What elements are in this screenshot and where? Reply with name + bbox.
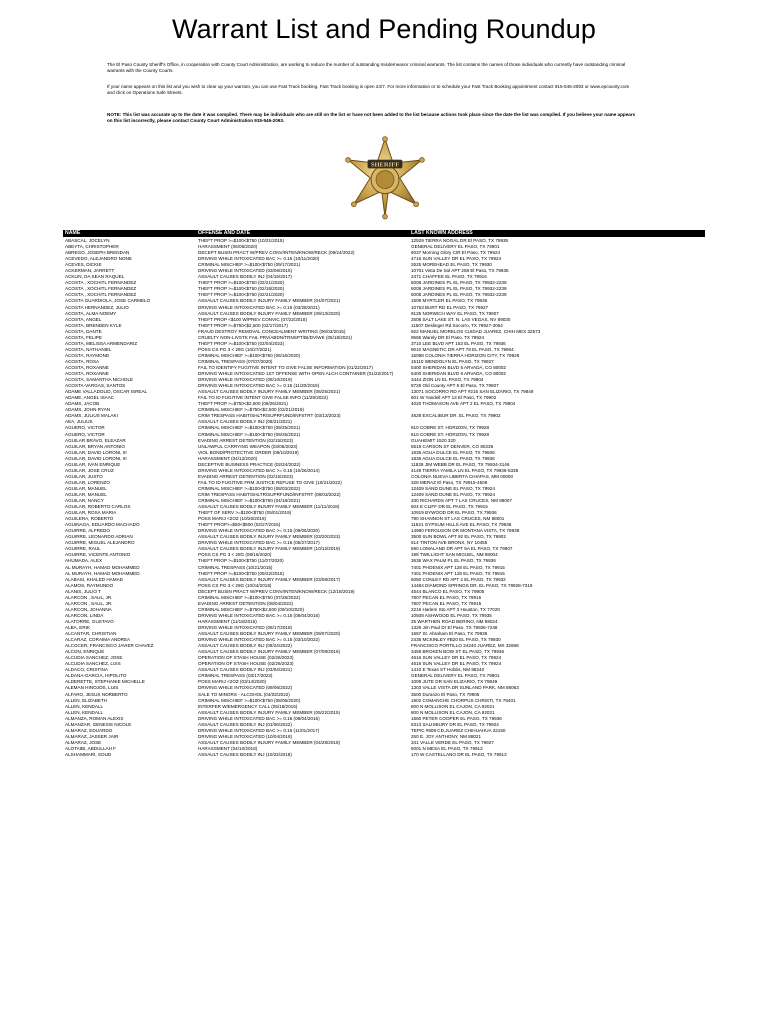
row-name: ACOSTA, SAMANTHA NICHOLE	[65, 377, 134, 383]
row-address: 10508 ASHWOOD EL PASO, TX 79935	[411, 612, 492, 618]
row-offense: POSS MARIJ <2OZ (03/14/2020)	[198, 679, 267, 685]
instructions-paragraph: If your name appears on this list and you wish to clear up your warrant, you can use Fast Track booking. Fast Track booking is open 24/7. For more information or to schedule your Fast Track Booking appointment contact 915-546-2093 or www.epcounty.com and click on Operations Safe Streets.	[107, 84, 630, 96]
row-name: ACEVEDO, ALEJANDRO NONE	[65, 256, 132, 262]
row-offense: ASSAULT CAUSES BODILY INJURY FAMILY MEMBER (05/22/2015)	[198, 709, 341, 715]
row-name: ALANIS, JULIO T	[65, 588, 101, 594]
row-name: ALMARAZ, JASSER JAIR	[65, 733, 119, 739]
row-name: ACEVES, DICKIE	[65, 262, 102, 268]
row-name: ALDANA-GARCIA, HIPOLITO	[65, 673, 127, 679]
row-offense: EVADING ARREST DETENTION (08/04/2022)	[198, 600, 294, 606]
row-offense: CRIMINAL MISCHIEF >=$100<$750 (09/25/2021)	[198, 425, 301, 431]
row-address: 5008 JARDINES PL EL PASO, TX 79932-2239	[411, 286, 507, 292]
row-name: ACOSTA , XOCHITL FERNANDEZ	[65, 292, 137, 298]
row-offense: THEFT PROP >=$100<$750 (11/07/2020)	[198, 558, 284, 564]
row-address: 610 COBRE ST. HORIZON, TX 79928	[411, 431, 490, 437]
row-name: ACOSTA HERNANDEZ, JULIO	[65, 304, 129, 310]
row-offense: DRIVING WHILE INTOXICATED 1ST OFFENSE WITH OPEN ALCH CONTAINER (01/22/2017)	[198, 371, 394, 377]
row-offense: DRIVING WHILE INTOXICATED (08/10/2019)	[198, 377, 293, 383]
row-address: 250 E. JOY ANTHONY, NM 88021	[411, 733, 482, 739]
row-name: AGUIRRE, VICENTE ANTONIO	[65, 552, 131, 558]
row-offense: DRIVING WHILE INTOXICATED BAC >= 0.15 (03/10/2022)	[198, 637, 320, 643]
row-name: AGUILERA, ROBERTO	[65, 516, 114, 522]
row-address: 8726 Old County APT 5 El Paso, TX 79907	[411, 383, 499, 389]
row-offense: ASSAULT CAUSES BODILY INJURY FAMILY MEMBER (09/13/2020)	[198, 310, 341, 316]
row-offense: THEFT PROP >=$100<$750 (02/18/2020)	[198, 286, 285, 292]
row-address: 4828 EXCALIBUR DR. EL PASO, TX 79902	[411, 413, 501, 419]
row-address: 15110 WENDOLYN EL PASO, TX 79927	[411, 358, 494, 364]
row-offense: ASSAULT CAUSES BODILY INJURY FAMILY MEMBER (03/20/2023)	[198, 534, 341, 540]
row-offense: EVADING ARREST DETENTION (02/15/2023)	[198, 437, 294, 443]
row-address: 5001 N MESA EL PASO, TX 79912	[411, 745, 483, 751]
row-name: AGUILAR, DAVID LORONI, III	[65, 449, 127, 455]
row-address: 330 RICHARDS APT 7 LAS CRUCES, NM 88007	[411, 498, 513, 504]
row-address: 341 VALLE VERDE EL PASO, TX 79927	[411, 739, 494, 745]
row-name: ALMANZAR, GENESIS NICOLE	[65, 721, 132, 727]
row-address: 800 N MOLLISON EL CAJON, CA 92021	[411, 703, 495, 709]
row-offense: INTERFER W/EMERGENCY CALL (05/18/2015)	[198, 703, 298, 709]
row-address: 9010 MAGNETIC DR APT 78 EL PASO, TX 79904	[411, 346, 514, 352]
row-name: ALMARAZ, EDUARDO	[65, 727, 113, 733]
intro-paragraph: The El Paso County Sheriff's Office, in cooperation with County Court Administration, are working to reduce the number of outstanding misdemeanor criminal warrants. The list contains the names of those individuals who currently have outstanding criminal warrants with the County Courts.	[107, 62, 626, 74]
row-address: 4149 TIERRA YAMILA LN EL PASO, TX 79936-5338	[411, 467, 519, 473]
row-name: ALLEN, KENDALL	[65, 703, 104, 709]
row-offense: ASSAULT CAUSES BODILY INJ (08/24/2022)	[198, 643, 292, 649]
row-address: 1667 St. Abraham El Paso, TX 79936	[411, 631, 488, 637]
row-address: 328 MERAZ El Paso, TX 79915-4508	[411, 479, 488, 485]
row-offense: ASSAULT CAUSES BODILY INJURY FAMILY MEMBER (07/09/2016)	[198, 649, 341, 655]
row-address: 198 TWILLIGHT SAN MIGUEL, NM 88004	[411, 552, 498, 558]
row-offense: THEFT PROP >=$750<$2,500 (09/26/2021)	[198, 401, 288, 407]
row-offense: THEFT PROP>=$50<$500 (02/27/2015)	[198, 522, 281, 528]
row-name: ALMANZA, ROMAN ALEXIS	[65, 715, 124, 721]
row-address: 7807 PECAN EL PASO, TX 79915	[411, 594, 482, 600]
row-name: ALCUDIA SANCHEZ, LUIS	[65, 661, 121, 667]
row-address: 790 SHANNON ST LAS CRUCES, NM 88001	[411, 516, 505, 522]
row-address: 4616 SUN VALLEY DR EL PASO, TX 79924	[411, 661, 502, 667]
row-address: 3500 Duranzo El Paso, TX 79905	[411, 691, 480, 697]
row-address: 14980 FERGUSON DR MONTANA VISTA, TX 79938	[411, 528, 520, 534]
row-name: AGUILAR, MANUEL	[65, 491, 107, 497]
row-name: ADAMS, JOHN RYAN	[65, 407, 111, 413]
column-header-name: NAME	[65, 230, 81, 236]
row-name: ALARCON, JOHANNA	[65, 606, 112, 612]
row-name: ACKLIN, DA SEAN RAQUEL	[65, 274, 125, 280]
table-row	[63, 752, 705, 758]
row-address: 1509 MYRTLER EL PASO, TX 79836	[411, 298, 488, 304]
row-name: AGUIRRE, MIGUEL ALEJANDRO	[65, 540, 135, 546]
row-name: ALDACO, CRISTINA	[65, 667, 108, 673]
row-offense: DRIVING WHILE INTOXICATED BAC >= 0.15 (03/28/2021)	[198, 304, 320, 310]
row-offense: HARASSMENT (04/10/2018)	[198, 745, 258, 751]
row-address: 12529 TIERRA NOGAL DR El PASO, TX 79935	[411, 238, 509, 243]
row-offense: DRIVING WHILE INTOXICATED BAC >= 0.15 (11/20/2015)	[198, 383, 320, 389]
row-offense: HARASSMENT (04/12/2020)	[198, 455, 258, 461]
row-address: 1009 JUTE DR SAN ELIZARIO, TX 79849	[411, 679, 498, 685]
row-address: 3500 SUN BOWL APT 92 EL PASO, TX 79902	[411, 534, 506, 540]
row-offense: THEFT PROP >=$100<$750 (10/21/2015)	[198, 238, 285, 243]
row-offense: CRIMINAL MISCHIEF >=$100<$750 (09/25/2021)	[198, 431, 301, 437]
row-name: ACOSTA, NATHANIEL	[65, 346, 112, 352]
row-offense: ASSAULT CAUSES BODILY INJ (04/19/2017)	[198, 274, 292, 280]
row-name: ALARCON , SAUL, JR.	[65, 600, 113, 606]
row-address: 12409 SAND DUNE EL PASO, TX 79924	[411, 491, 495, 497]
row-name: AGUINAGA, EDUARDO MACHADO	[65, 522, 140, 528]
row-name: AGUILAR, ROBERTO CARLOS	[65, 504, 131, 510]
row-address: COLONIA NUEVA LIBERTA CHIAPAS, MM 00000	[411, 473, 514, 479]
row-name: ACOSTA , XOCHITL FERNANDEZ	[65, 286, 137, 292]
row-address: 10753 BURT RD EL PASO, TX 79927	[411, 304, 489, 310]
page-title: Warrant List and Pending Roundup	[172, 14, 596, 44]
row-name: ACOSTA, BRENDEN KYLE	[65, 322, 122, 328]
row-address: 1410 E Texas ST Hobbs, NM 88240	[411, 667, 485, 673]
row-name: AGUILAR, JOSE CRUZ	[65, 467, 114, 473]
row-address: GUAHEMIT 1520 320	[411, 437, 456, 443]
row-address: 5050 CONLEY RD APT 2 EL PASO, TX 79932	[411, 576, 506, 582]
row-offense: CRIM TRESPASS HABIT/SHLTR/SUPRFUND/INFSTRT (03/13/2023)	[198, 413, 341, 419]
row-offense: THEFT PROP >=$750<$2,500 (02/17/2017)	[198, 322, 288, 328]
row-offense: CRUELTY NON-LIVSTK FAIL PRV/ABDN/TRNSPT/BI/DV/WK (05/18/2021)	[198, 334, 353, 340]
row-address: 610 COBRE ST. HORIZON, TX 79928	[411, 425, 490, 431]
row-address: 13071 SOCORRO RD APT #215 SAN ELIZARIO, TX 79849	[411, 389, 534, 395]
row-name: ALCARAZ, CORAIMA ANDREA	[65, 637, 131, 643]
row-address: 7807 PECAN EL PASO, TX 79915	[411, 600, 482, 606]
row-name: ALCON, ENRIQUE	[65, 649, 105, 655]
row-offense: HARASSMENT (06/06/2020)	[198, 244, 258, 250]
row-offense: THEFT PROP >=$100<$750 (02/21/2020)	[198, 280, 285, 286]
row-offense: CRIMINAL MISCHIEF >=$750<$2,500 (02/21/2019)	[198, 407, 304, 413]
row-name: AGUILAR, NANCY	[65, 498, 104, 504]
row-offense: THEFT PROP >=$100<$750 (09/22/2015)	[198, 570, 285, 576]
row-address: 1329 Jim Paul Dr El Paso, TX 79936-7248	[411, 625, 498, 630]
row-address: 1560 PETER COOPER EL PASO, TX 79936	[411, 715, 502, 721]
row-name: ALARCON , SAUL, JR.	[65, 594, 113, 600]
row-offense: CRIMINAL MISCHIEF >=$100<$750 (09/17/2021)	[198, 262, 301, 268]
row-offense: DRIVING WHILE INTOXICATED BAC >= 0.15 (11/01/2017)	[198, 727, 320, 733]
table-header	[63, 230, 705, 237]
row-offense: ASSAULT CAUSES BODILY INJ (01/06/2022)	[198, 721, 292, 727]
row-name: ALSHAMMARI, SOUD	[65, 751, 112, 757]
row-offense: THEFT PROP >=$100<$750 (02/04/2023)	[198, 340, 285, 346]
row-offense: DRIVING WHILE INTOXICATED BAC >= 0.15 (09/05/2020)	[198, 528, 320, 534]
row-name: ALFARO, JESUS NORBERTO	[65, 691, 128, 697]
row-name: AGUILAR, BRYAN ANTONIO	[65, 443, 125, 449]
row-name: ACOSTA, ROSA	[65, 358, 100, 364]
row-offense: THEFT PROP >=$100<$750 (02/21/2020)	[198, 292, 285, 298]
row-address: 170 W CASTELLANO DR EL PASO, TX 79912	[411, 751, 507, 757]
row-address: 4544 BLANCO EL PASO, TX 79905	[411, 588, 485, 594]
row-offense: POSS CS PG 3 < 28G (10/27/2021)	[198, 346, 272, 352]
row-address: 9125 NORWICH WAY EL PASO, TX 79907	[411, 310, 499, 316]
row-address: FRANCISCO PORTILLO 24240 JUAREZ, MX 32688	[411, 643, 519, 649]
row-offense: HARASSMENT (11/18/2015)	[198, 618, 257, 624]
row-address: 11828 JIM WEBB DR EL PASO, TX 79934-3146	[411, 461, 510, 467]
row-address: 2508 SALT LAKE ST. N. LAS VEGAS, NV 89030	[411, 316, 511, 322]
row-name: ALLEN, KENDALL	[65, 709, 104, 715]
row-name: ALBA, ERIK	[65, 625, 91, 630]
row-address: 5008 JARDINES PL EL PASO, TX 79932-2239	[411, 292, 507, 298]
row-offense: THEFT PROP <$100 W/PREV CONVIC (07/22/2018)	[198, 316, 307, 322]
row-name: ALEMAN HINOJOS, LUIS	[65, 685, 119, 691]
row-name: ALCUDIA SANCHEZ, JOSE	[65, 655, 123, 661]
row-address: 3636 WAX PALM PL EL PASO, TX 79936	[411, 558, 496, 564]
row-offense: CRIMINAL MISCHIEF >=$100<$750 (06/16/2020)	[198, 352, 301, 358]
row-name: ADAME VALLADOLID, OSCAR ISREAL	[65, 389, 148, 395]
row-address: 922 MANUEL MORELOS CUIDAD JUAREZ, CHIH MEX 32573	[411, 328, 541, 334]
row-name: ALOTAIBI, ABDULLAH F	[65, 745, 116, 751]
row-address: 3710 LEE BLVD APT 153 EL PASO, TX 79936	[411, 340, 506, 346]
row-offense: DRIVING WHILE INTOXICATED BAC >= 0.15 (08/04/2016)	[198, 612, 320, 618]
row-offense: DRIVING WHILE INTOXICATED BAC >= 0.15 (05/27/2017)	[198, 540, 320, 546]
row-offense: ASSAULT CAUSES BODILY INJURY FAMILY MEMBER (04/28/2018)	[198, 739, 341, 745]
row-name: AGUILAR, MANUEL	[65, 485, 107, 491]
row-address: 10919 BYWOOD DR EL PASO, TX 79936	[411, 510, 497, 516]
row-offense: POSS CS PG 3 < 28G (08/16/2020)	[198, 552, 272, 558]
row-offense: ASSAULT CAUSES BODILY INJURY FAMILY MEMBER (09/07/2020)	[198, 631, 341, 637]
row-name: ACOSTA, FELIPE	[65, 334, 102, 340]
row-name: AGUERO, VICTOR	[65, 425, 105, 431]
row-address: 11621 GYPSUM HILLS AVE EL PASO, TX 79936	[411, 522, 512, 528]
row-address: 25 WARTHEN ROAD BERINO, NM 88024	[411, 618, 498, 624]
row-address: 2625 MOREHEAD EL PASO, TX 79930	[411, 262, 492, 268]
row-name: ADAME, ANGEL ISAAC	[65, 395, 115, 401]
row-offense: OPERATION OF STASH HOUSE (02/26/2023)	[198, 661, 294, 667]
row-offense: ASSAULT CAUSES BODILY INJURY FAMILY MEMBER (04/07/2021)	[198, 298, 341, 304]
row-address: 9565 Warely DR El Paso, TX 79924	[411, 334, 485, 340]
row-address: 3444 ZION LN EL PASO, TX 79904	[411, 377, 484, 383]
row-address: 2471 CHAFFEE EL PASO, TX 79916	[411, 274, 487, 280]
column-header-address: LAST KNOWN ADDRESS	[411, 230, 473, 236]
row-name: AHUMADA, ALEX	[65, 558, 103, 564]
row-address: TEPIC #608 CD.JUAREZ CHIHUAHUA 32150	[411, 727, 506, 733]
row-address: 504 E CLIFF DR EL PASO, TX 79915	[411, 504, 488, 510]
row-name: AGUILAR BRAVO, ELEAZAR	[65, 437, 126, 443]
row-address: 10701 Vista De Sol APT 258 El Paso, TX 79935	[411, 268, 509, 274]
row-offense: DRIVING WHILE INTOXICATED (10/04/2018)	[198, 733, 293, 739]
row-address: 4020 THOMASON AVE APT 2 EL PASO, TX 79904	[411, 401, 516, 407]
row-offense: ASSAULT CAUSES BODILY INJURY FAMILY MEMBER (11/11/2018)	[198, 504, 340, 510]
row-offense: EVADING ARREST DETENTION (02/15/2023)	[198, 473, 294, 479]
row-name: AGUILAR, DAVID LORONI, III	[65, 455, 127, 461]
row-name: ACOSTA, DANTE	[65, 328, 102, 334]
row-name: ALDERETTE, STEPHANIE MICHELLE	[65, 679, 145, 685]
row-address: 15098 COLONIA TIERRA HORIZON CITY, TX 79928	[411, 352, 520, 358]
row-address: 1836 AGUA DULCE EL PASO, TX 79936	[411, 449, 495, 455]
badge-text: SHERIFF	[370, 161, 400, 169]
row-name: ALCANTAR, CHRISTIAN	[65, 631, 117, 637]
row-offense: OPERATION OF STASH HOUSE (02/26/2023)	[198, 655, 294, 661]
row-address: 7401 PHOENIX APT 128 EL PASO, TX 79915	[411, 570, 505, 576]
row-address: 4716 SUN VALLEY DR EL PASO, TX 79924	[411, 256, 502, 262]
row-name: AGUIRRE, LEONARDO ADRIAN	[65, 534, 133, 540]
row-name: AGUERO, VICTOR	[65, 431, 105, 437]
row-name: ACOSTA, ROXANNE	[65, 364, 109, 370]
row-offense: UNLAWFUL CARRYING WEAPON (03/05/2023)	[198, 443, 298, 449]
row-address: 1902 COMANCHE CHORPUS CHRISTI, TX 78401	[411, 697, 516, 703]
row-offense: DRIVING WHILE INTOXICATED (03/06/2015)	[198, 268, 293, 274]
row-offense: FAIL TO ID FUGITIVE INTENT GIVE FALSE INFO (11/29/2022)	[198, 395, 328, 401]
row-offense: CRIMINAL MISCHIEF >=$100<$750 (08/03/2022)	[198, 485, 301, 491]
row-offense: SALE TO MINORS - ALCOHOL (04/02/2022)	[198, 691, 290, 697]
row-offense: FAIL TO IDENTIFY FUGITIVE INTENT TO GIVE FALSE INFORMATION (01/22/2017)	[198, 364, 373, 370]
column-header-offense: OFFENSE AND DATE	[198, 230, 251, 236]
row-address: 590 LOMALAND DR APT 5A EL PASO, TX 79907	[411, 546, 513, 552]
row-offense: DECEPT BUSIN PRACT W/PREV CONV/INTEN/KNOW/RECK (12/18/2019)	[198, 588, 355, 594]
row-offense: ASSAULT CAUSES BODILY INJ (03/04/2021)	[198, 667, 292, 673]
row-name: ABREGO, JOSEPH BRENDAN	[65, 250, 130, 256]
row-offense: ASSAULT CAUSES BODILY INJ (10/22/2018)	[198, 751, 292, 757]
row-address: 7401 PHOENIX APT 128 EL PASO, TX 79915	[411, 564, 505, 570]
row-offense: FRAUD DESTROY REMOVAL CONCEALMENT WRITING (06/03/2015)	[198, 328, 346, 334]
row-name: ALLEN, ELIZABETH	[65, 697, 108, 703]
row-offense: ASSAULT CAUSES BODILY INJ (08/21/2021)	[198, 419, 292, 425]
row-address: 12409 SAND DUNE EL PASO, TX 79924	[411, 485, 495, 491]
row-address: 514 TINTON AVE BRONX, NY 10455	[411, 540, 488, 546]
row-address: 601 W Yandell APT 13 El Paso, TX 79902	[411, 395, 497, 401]
row-address: 1836 AGUA DULCE EL PASO, TX 79936	[411, 455, 495, 461]
row-offense: CRIMINAL TRESPASS (07/07/2020)	[198, 358, 273, 364]
row-name: ABEYTA, CHRISTOPHER	[65, 244, 119, 250]
row-address: 1303 VALLE VISTA DR SUNLAND PARK, NM 88063	[411, 685, 519, 691]
row-name: ADAMS, JULIUS MALAKI	[65, 413, 118, 419]
row-offense: CRIMINAL MISCHIEF >=$750<$2,500 (09/10/2020)	[198, 606, 304, 612]
row-address: 4616 SUN VALLEY DR EL PASO, TX 79924	[411, 655, 502, 661]
row-offense: THEFT OF SERV >=$100<$750 (05/01/2019)	[198, 510, 292, 516]
row-name: ABASCAL, JOCELYN	[65, 238, 110, 243]
warrant-table	[63, 238, 705, 758]
row-name: ALMARAZ, JOSE	[65, 739, 102, 745]
row-name: AL MURAYH, HAMAD MOHAMMED	[65, 564, 140, 570]
row-name: ACOSTA , XOCHITL FERNANDEZ	[65, 280, 137, 286]
row-offense: DRIVING WHILE INTOXICATED BAC >= 0.15 (10/11/2020)	[198, 256, 320, 262]
row-address: GENERAL DELIVERY EL PASO, TX 79901	[411, 673, 500, 679]
row-name: AGUILAR, LORENZO	[65, 479, 110, 485]
row-name: ACOSTA, RAYMOND	[65, 352, 110, 358]
row-name: AGUILAR, IVAN ENRIQUE	[65, 461, 121, 467]
row-name: ACOSTA-VARGAS, SANTOS	[65, 383, 126, 389]
row-offense: DECEPT BUSIN PRACT W/PREV CONV/INTEN/KNOW/RECK (09/24/2022)	[198, 250, 355, 256]
row-name: ACKERMAN, JARRETT	[65, 268, 115, 274]
row-offense: CRIM TRESPASS HABIT/SHLTR/SUPRFUND/INFSTRT (08/03/2022)	[198, 491, 341, 497]
row-name: ALARCON, LINDA	[65, 612, 104, 618]
row-offense: CRIMINAL MISCHIEF >=$100<$750 (04/18/2021)	[198, 498, 301, 504]
row-offense: DECEPTIVE BUSINESS PRACTICE (02/24/2022)	[198, 461, 301, 467]
row-name: ACOSTA, ROXANNE	[65, 371, 109, 377]
sheriff-star-badge-icon	[344, 136, 426, 220]
row-address: 5313 SALISBURY DR EL PASO, TX 79924	[411, 721, 499, 727]
row-offense: FAIL TO ID FUGITIVE FRM JUSTICE REFUSE TO GIVE (10/21/2022)	[198, 479, 342, 485]
row-address: 2216 Harlem Sto APT 3 Houston, TX 77020	[411, 606, 500, 612]
row-name: ALAMOS, RAYMUNDO	[65, 582, 114, 588]
row-address: 5400 SHERIDAN BLVD 6 ARVADA, CO 80002	[411, 364, 506, 370]
row-name: AL MURAYH, HAMAD MOHAMMED	[65, 570, 140, 576]
row-offense: ASSAULT CAUSES BODILY INJURY FAMILY MEMBER (06/25/2021)	[198, 389, 341, 395]
row-name: AGUIRRE, ALFREDO	[65, 528, 110, 534]
row-address: 5008 JARDINES PL EL PASO, TX 79932-2239	[411, 280, 507, 286]
row-address: 14484 DIAMOND SPRINGS DR. EL PASO, TX 79928-7319	[411, 582, 533, 588]
row-offense: CRIMINAL MISCHIEF >=$100<$750 (08/05/2020)	[198, 697, 301, 703]
row-address: 11507 Deslinger Rd Socorro, TX 79927-3064	[411, 322, 503, 328]
row-name: ALABASI, KHALED HAMAD	[65, 576, 123, 582]
row-name: ACOSTA, ANGEL	[65, 316, 102, 322]
row-name: AGUIRRE, RAUL	[65, 546, 101, 552]
row-name: ACOSTA, ALMA NOEMY	[65, 310, 117, 316]
row-offense: VIOL BOND/PROTECTIVE ORDER (08/10/2019)	[198, 449, 299, 455]
row-address: GENERAL DELIVERY EL PASO, TX 79901	[411, 244, 500, 250]
row-name: ACOSTA, MELISSA ARMENDARIZ	[65, 340, 138, 346]
row-name: AGUILAR, JUSTO	[65, 473, 103, 479]
row-offense: ASSAULT CAUSES BODILY INJURY FAMILY MEMBER (03/08/2017)	[198, 576, 341, 582]
row-offense: DRIVING WHILE INTOXICATED BAC >= 0.15 (10/26/2014)	[198, 467, 320, 473]
row-name: ALATORRE, GUSTAVO	[65, 618, 114, 624]
row-offense: DRIVING WHILE INTOXICATED (09/06/2022)	[198, 685, 293, 691]
row-offense: POSS MARIJ <2OZ (10/26/2018)	[198, 516, 267, 522]
row-name: ALCOCER, FRANCISCO JAVIER CHAVEZ	[65, 643, 154, 649]
row-address: 800 N MOLLISON EL CAJON, CA 92021	[411, 709, 495, 715]
row-address: 3459 BROKEN BOW ST EL PASO, TX 79936	[411, 649, 505, 655]
row-name: ACOSTA GUARDIOLA, JOSE CARMELO	[65, 298, 151, 304]
row-offense: CRIMINAL TRESPASS (10/21/2015)	[198, 564, 273, 570]
row-offense: POSS CS PG 3 < 28G (10/24/2018)	[198, 582, 272, 588]
row-offense: ASSAULT CAUSES BODILY INJURY FAMILY MEMBER (10/12/2019)	[198, 546, 341, 552]
row-address: 6037 Morning Glory CIR El Paso, TX 79924	[411, 250, 501, 256]
row-name: AEA, JULIUS	[65, 419, 93, 425]
row-address: 5519 CARSON ST DENVER, CO 80239	[411, 443, 494, 449]
row-offense: CRIMINAL TRESPASS (03/17/2023)	[198, 673, 273, 679]
note-paragraph: NOTE: This list was accurate up to the date it was compiled. There may be individuals who are still on the list or have not been added to the list because actions took place since the date the list was compiled. If you believe your name appears on this list incorrectly, please contact County Court Administration 915-546-2093.	[107, 112, 636, 124]
row-offense: DRIVING WHILE INTOXICATED BAC >= 0.15 (08/04/2016)	[198, 715, 320, 721]
row-address: 2435 MCKINLEY #B20 EL PASO, TX 79930	[411, 637, 501, 643]
row-name: ADAMS, JACOB	[65, 401, 100, 407]
row-offense: CRIMINAL MISCHIEF >=$100<$750 (07/28/2022)	[198, 594, 301, 600]
row-address: 5400 SHERIDAN BLVD 6 ARVADA, CO 80002	[411, 371, 506, 377]
row-offense: DRIVING WHILE INTOXICATED (08/17/2018)	[198, 625, 293, 630]
row-name: AGUILAR, ROSA MARIA	[65, 510, 117, 516]
